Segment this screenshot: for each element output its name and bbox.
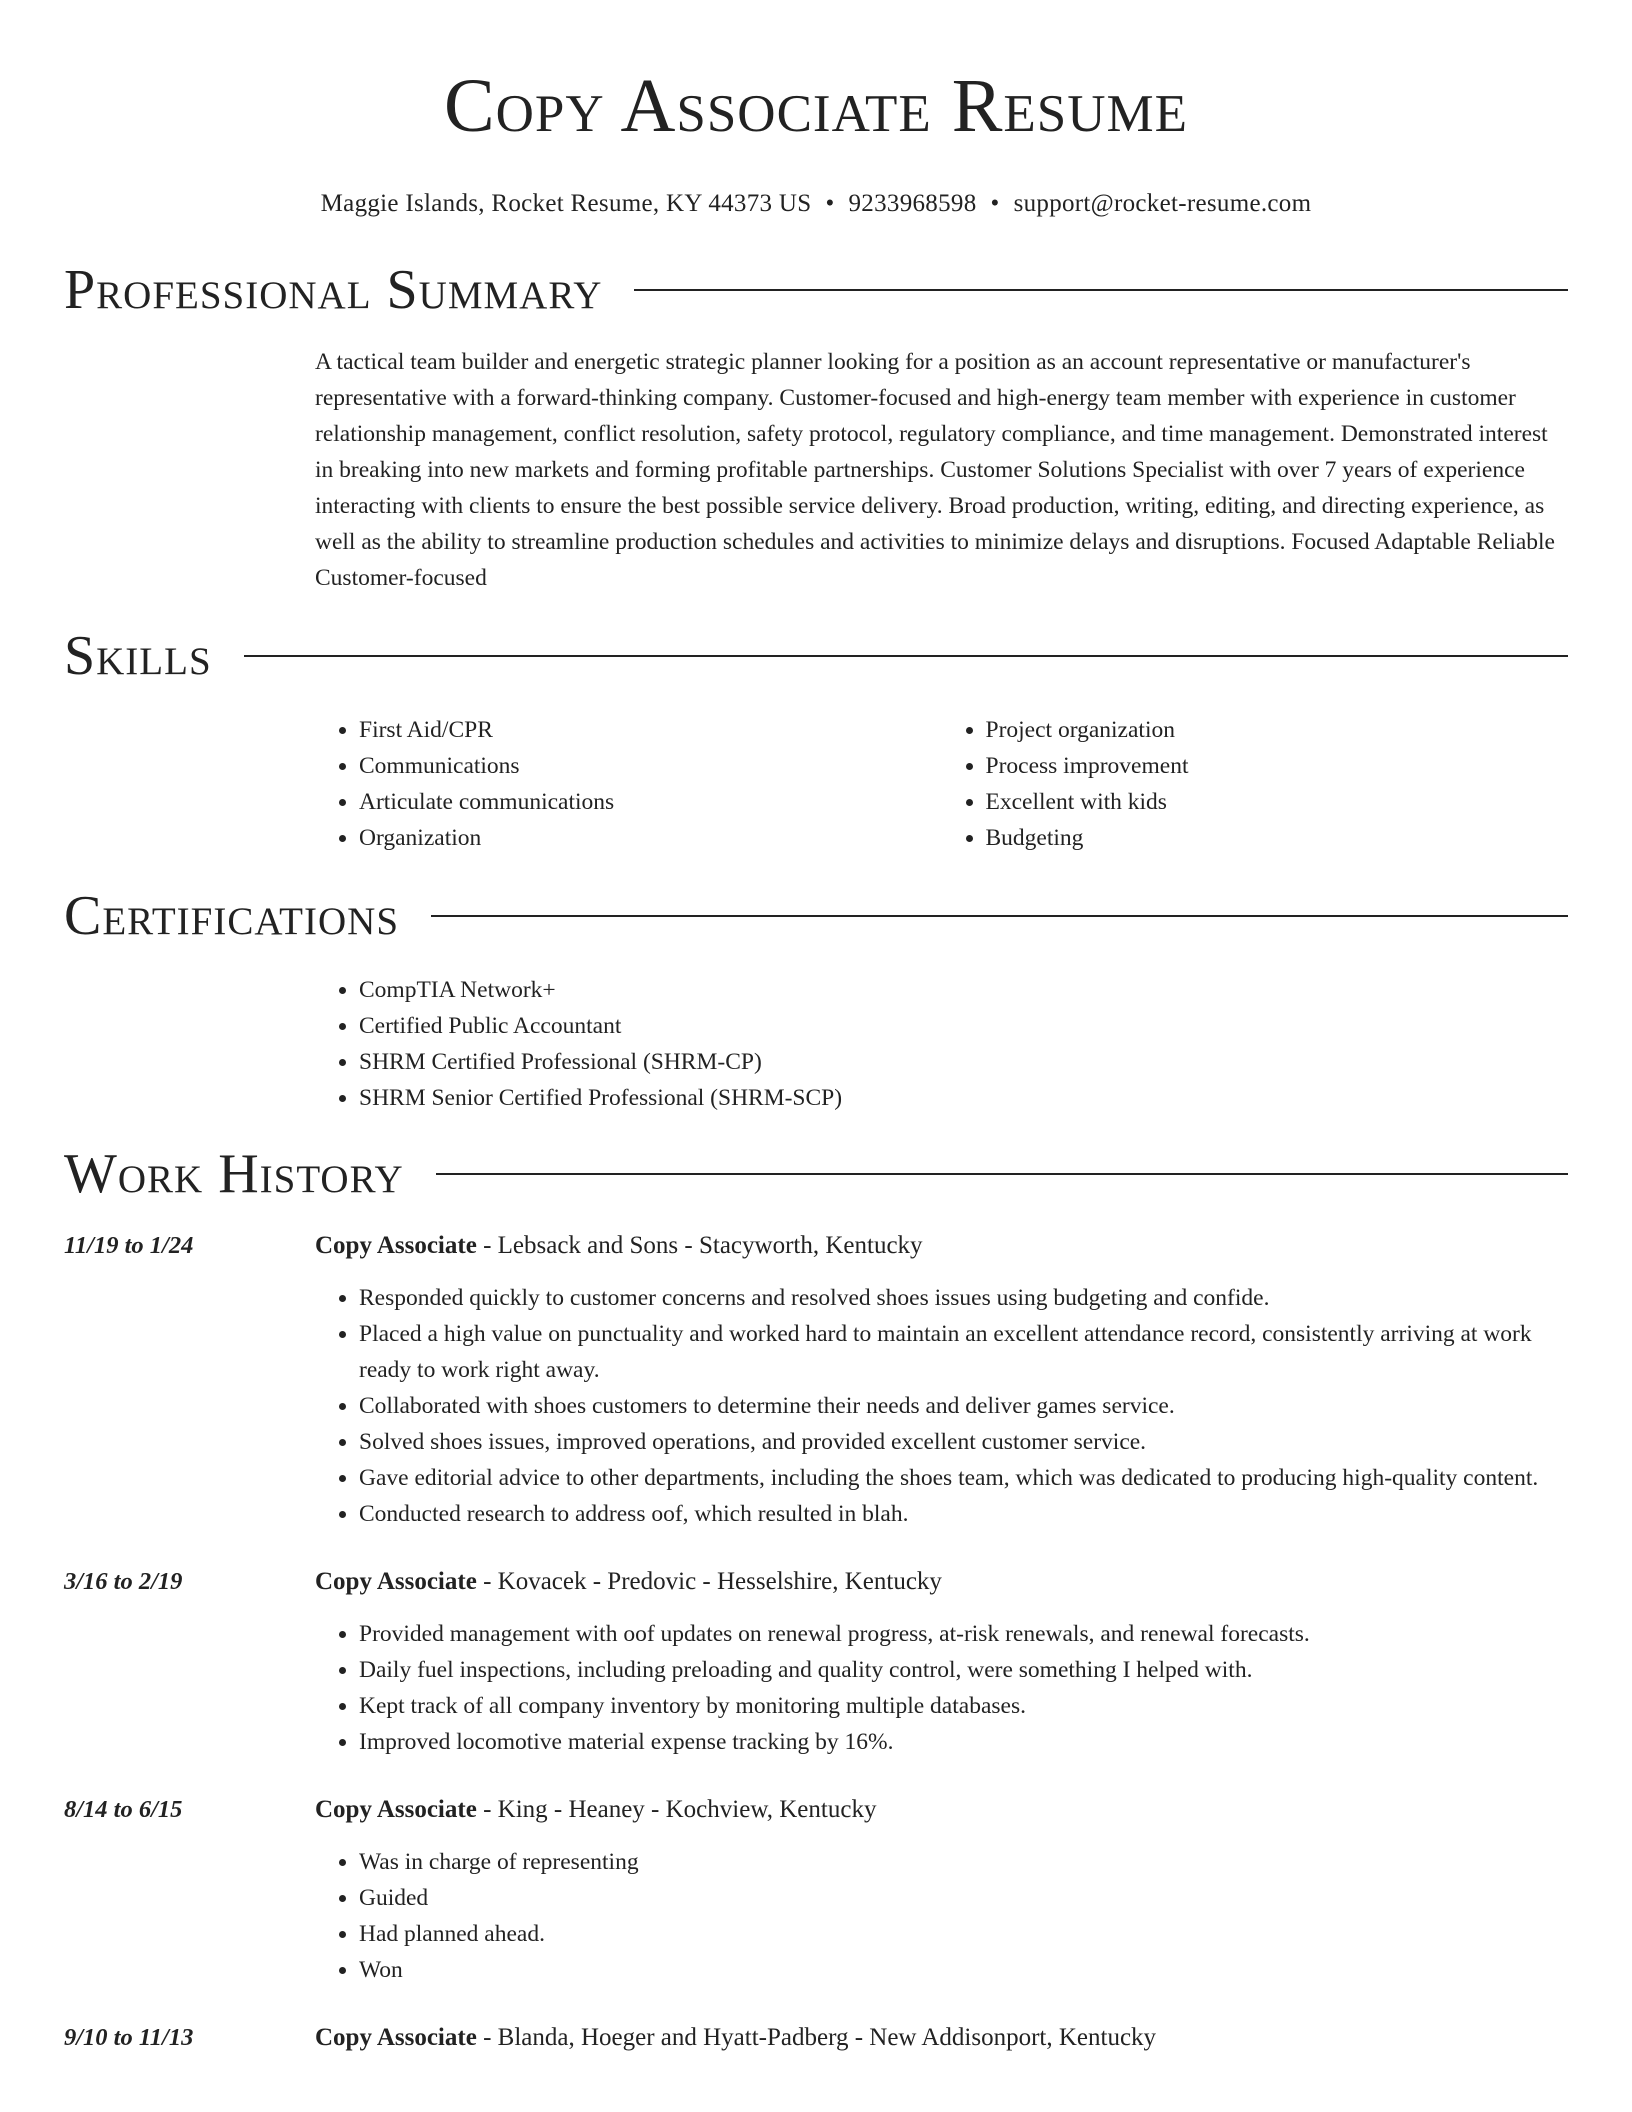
section-divider	[634, 289, 1568, 291]
section-divider	[431, 915, 1568, 917]
skill-item: • Organization	[359, 820, 942, 856]
certifications-list	[315, 972, 1568, 1116]
job-role: Copy Associate	[315, 1232, 477, 1259]
job-bullet: • Provided management with oof updates on renewal progress, at-risk renewals, and renewal forecasts.	[359, 1616, 1568, 1652]
skill-item: • Project organization	[986, 712, 1569, 748]
contact-address: Maggie Islands, Rocket Resume, KY 44373 US	[320, 190, 812, 217]
job-bullet: • Guided	[359, 1880, 1568, 1916]
job-role: Copy Associate	[315, 1796, 477, 1823]
skill-item: • First Aid/CPR	[359, 712, 942, 748]
job-bullet: • Conducted research to address oof, which resulted in blah.	[359, 1496, 1568, 1532]
skill-item: • Budgeting	[986, 820, 1569, 856]
job-entry	[64, 1562, 1568, 1760]
job-entry	[64, 1226, 1568, 1532]
job-dates: 11/19 to 1/24	[64, 1232, 194, 1259]
job-bullet: • Kept track of all company inventory by monitoring multiple databases.	[359, 1688, 1568, 1724]
job-bullet: • Had planned ahead.	[359, 1916, 1568, 1952]
job-entry	[64, 2018, 1568, 2058]
job-detail	[315, 2018, 1568, 2058]
job-bullets	[315, 1616, 1568, 1760]
skill-item: • Process improvement	[986, 748, 1569, 784]
skills-column-right	[942, 712, 1569, 856]
job-bullet: • Placed a high value on punctuality and worked hard to maintain an excellent attendance record, consistently arriving at work ready to work right away.	[359, 1316, 1568, 1388]
contact-line	[64, 188, 1568, 220]
job-detail	[315, 1790, 1568, 1988]
contact-email: support@rocket-resume.com	[1013, 190, 1312, 217]
summary-heading: Professional Summary	[64, 259, 603, 321]
skill-item: • Excellent with kids	[986, 784, 1569, 820]
job-employer: - Blanda, Hoeger and Hyatt-Padberg - New Addisonport, Kentucky	[476, 2024, 1157, 2051]
job-dates: 8/14 to 6/15	[64, 1796, 183, 1823]
job-bullets	[315, 1844, 1568, 1988]
skills-section-header	[64, 626, 1568, 686]
job-bullet: • Daily fuel inspections, including preloading and quality control, were something I helped with.	[359, 1652, 1568, 1688]
job-bullets	[315, 1280, 1568, 1532]
summary-text: A tactical team builder and energetic strategic planner looking for a position as an account representative or manufacturer's representative with a forward-thinking company. Customer-focused and high-energy team member with experience in customer relationship management, conflict resolution, safety protocol, regulatory compliance, and time management. Demonstrated interest in breaking into new markets and forming profitable partnerships. Customer Solutions Specialist with over 7 years of experience interacting with clients to ensure the best possible service delivery. Broad production, writing, editing, and directing experience, as well as the ability to streamline production schedules and activities to minimize delays and disruptions. Focused Adaptable Reliable Customer-focused	[315, 349, 1555, 591]
job-detail	[315, 1226, 1568, 1532]
job-bullet: • Won	[359, 1952, 1568, 1988]
job-bullet: • Responded quickly to customer concerns and resolved shoes issues using budgeting and confide.	[359, 1280, 1568, 1316]
contact-phone: 9233968598	[848, 190, 977, 217]
job-role: Copy Associate	[315, 1568, 477, 1595]
job-detail	[315, 1562, 1568, 1760]
skills-heading: Skills	[64, 625, 212, 687]
certifications-items	[315, 972, 1568, 1116]
certification-item: • SHRM Senior Certified Professional (SHRM-SCP)	[359, 1080, 1568, 1116]
job-title-line	[315, 1226, 1568, 1266]
summary-section-header	[64, 260, 1568, 320]
job-bullet: • Improved locomotive material expense tracking by 16%.	[359, 1724, 1568, 1760]
job-bullet: • Solved shoes issues, improved operations, and provided excellent customer service.	[359, 1424, 1568, 1460]
work-history-heading: Work History	[64, 1143, 404, 1205]
job-employer: - King - Heaney - Kochview, Kentucky	[476, 1796, 877, 1823]
job-entry	[64, 1790, 1568, 1988]
job-title-line	[315, 1790, 1568, 1830]
job-bullet: • Gave editorial advice to other departments, including the shoes team, which was dedicated to producing high-quality content.	[359, 1460, 1568, 1496]
certifications-heading: Certifications	[64, 885, 400, 947]
certifications-section-header	[64, 886, 1568, 946]
work-history-list	[64, 1226, 1568, 2058]
job-employer: - Kovacek - Predovic - Hesselshire, Kentucky	[476, 1568, 942, 1595]
job-bullet: • Was in charge of representing	[359, 1844, 1568, 1880]
job-dates: 9/10 to 11/13	[64, 2024, 194, 2051]
skills-column-left	[315, 712, 942, 856]
job-title-line	[315, 1562, 1568, 1602]
certification-item: • SHRM Certified Professional (SHRM-CP)	[359, 1044, 1568, 1080]
job-role: Copy Associate	[315, 2024, 477, 2051]
contact-separator: •	[825, 190, 835, 217]
resume-title: Copy Associate Resume	[443, 64, 1189, 148]
section-divider	[436, 1173, 1568, 1175]
job-title-line	[315, 2018, 1568, 2058]
skill-item: • Articulate communications	[359, 784, 942, 820]
skill-item: • Communications	[359, 748, 942, 784]
certification-item: • Certified Public Accountant	[359, 1008, 1568, 1044]
work-history-section-header	[64, 1144, 1568, 1204]
job-bullet: • Collaborated with shoes customers to determine their needs and deliver games service.	[359, 1388, 1568, 1424]
job-employer: - Lebsack and Sons - Stacyworth, Kentucky	[476, 1232, 923, 1259]
contact-separator: •	[990, 190, 1000, 217]
job-dates: 3/16 to 2/19	[64, 1568, 183, 1595]
skills-list	[315, 712, 1568, 856]
section-divider	[244, 655, 1568, 657]
certification-item: • CompTIA Network+	[359, 972, 1568, 1008]
